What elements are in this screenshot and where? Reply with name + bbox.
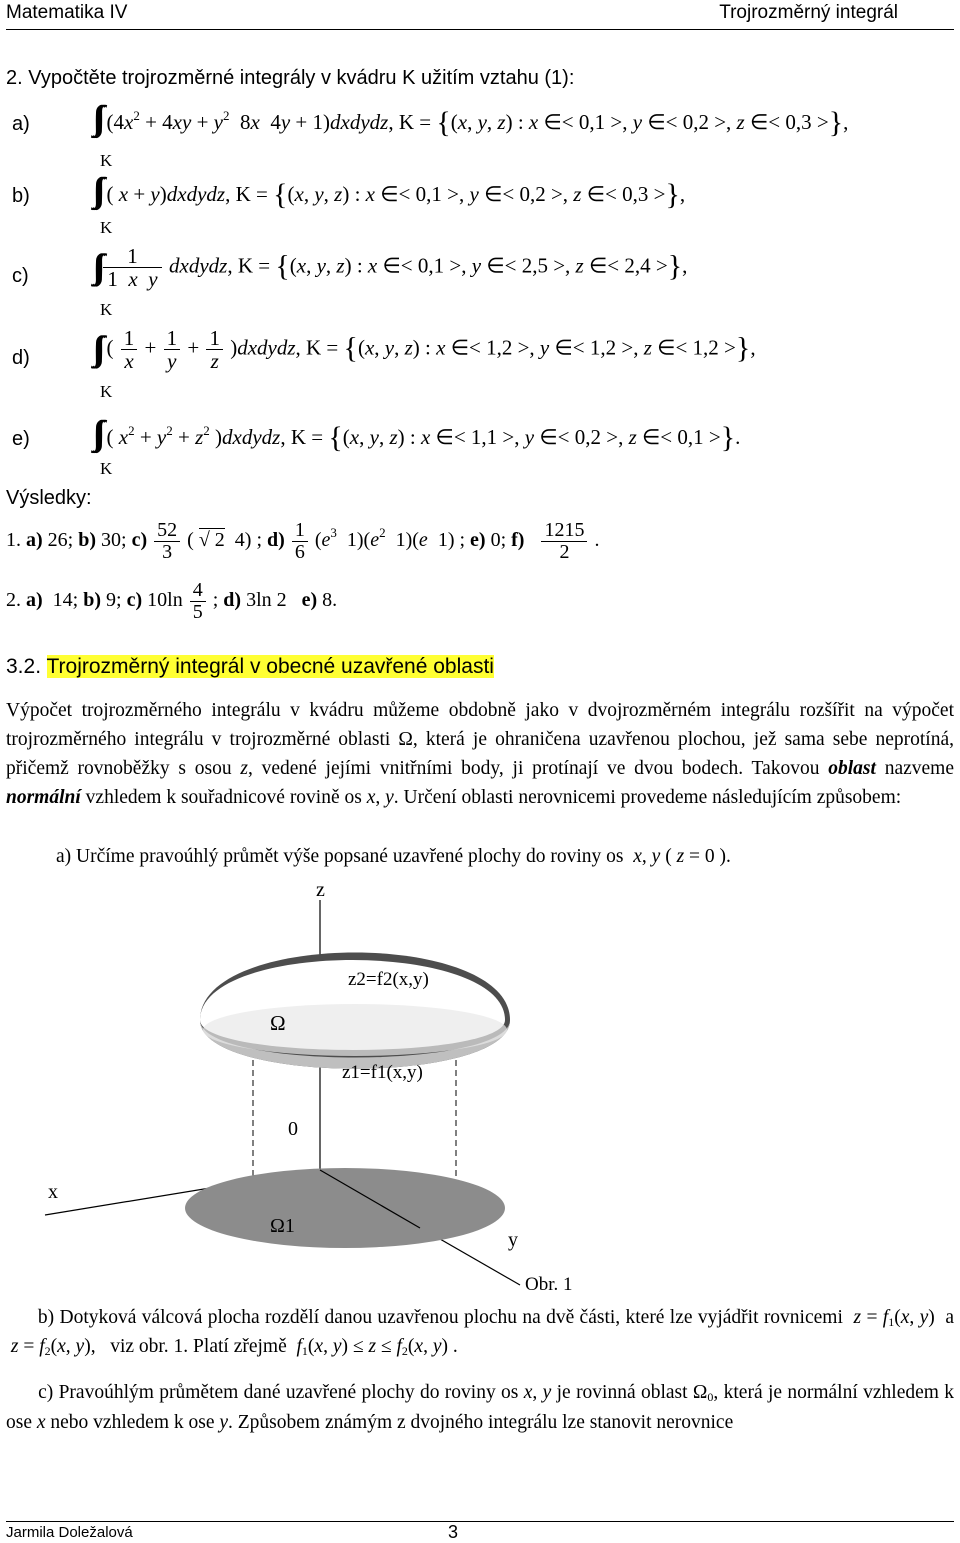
item-d-label: d) [12,347,30,369]
item-d-region: K [100,382,113,401]
step-b: b) Dotyková válcová plocha rozdělí danou uzavřenou plochu na dvě části, které lze vyjádřit rovnicemi $z = f_1(x$, y) a $z = f_2(x$, y), viz obr. 1. Platí zřejmě $f_1(x$, $y) \le z \le f_2(x$, y) . [6,1307,955,1358]
section-heading [6,655,494,679]
item-b-formula: ( x + y)dxdydz, K = {(x, y, z) : x ∈< 0,1 >, y ∈< 0,2 >, z ∈< 0,3 >}, [96,178,686,211]
item-a-label: a) [12,113,30,135]
item-d-formula: ( $\frac{1}{x}$ + $\frac{1}{y}$ + $\frac{1}{z}$ )dxdydz, K = {(x, y, z) : x ∈< 1,2 >, y ∈< 1,2 >, z ∈< 1,2 >}, [96,326,756,374]
y-axis-label: y [508,1229,518,1251]
header-rule [6,29,954,30]
results-line-2: 2. a) 14; b) 9; c) 10ln $\frac{4}{5}$ ; d) 3ln 2 e) 8. [6,579,338,623]
item-c-region: K [100,300,113,319]
projection-label: Ω1 [270,1215,295,1237]
x-axis-label: x [48,1181,58,1203]
item-e-formula: ( $x^2 + y^2 + z^2$ )dxdydz, K = {(x, y, z) : x ∈< 1,1 >, y ∈< 0,2 >, z ∈< 0,1 >}. [96,421,741,454]
results-heading: Výsledky: [6,487,92,509]
item-a-region: K [100,151,113,170]
task-title: 2. Vypočtěte trojrozměrné integrály v kvádru K užitím vztahu (1): [6,67,575,89]
item-c-formula: $\frac{1}{\text{1 x y}}$ dxdydz, K = {(x, y, z) : x ∈< 0,1 >, y ∈< 2,5 >, z ∈< 2,4 >}, [96,245,687,290]
item-e-label: e) [12,428,30,450]
section-number: 3.2. [6,655,42,678]
section-title: Trojrozměrný integrál v obecné uzavřené oblasti [46,655,494,678]
item-a-formula: ($4x^2 + 4xy + y^2$ 8x 4y + 1)dxdydz, K = {(x, y, z) : x ∈< 0,1 >, y ∈< 0,2 >, z ∈< 0,3 >}, [96,106,849,139]
intro-paragraph: Výpočet trojrozměrného integrálu v kvádru můžeme obdobně jako v dvojrozměrném integrálu rozšířit na výpočet trojrozměrného integrálu v trojrozměrné oblasti Ω, která je ohraničena uzavřenou plochou, jež sama sebe neprotíná, přičemž rovnoběžky s osou z, vedené jejími vnitřními body, ji protínají ve dvou bodech. Takovou oblast nazveme normální vzhledem k souřadnicové rovině os x, y. Určení oblasti nerovnicemi provedeme následujícím způsobem: [6,700,954,808]
upper-surface-label: z2=f2(x,y) [348,969,429,990]
region-shading [203,1004,507,1056]
region-figure [0,870,960,1300]
lower-surface-label: z1=f1(x,y) [342,1062,423,1083]
projection-region-shape [185,1168,505,1248]
footer-author: Jarmila Doležalová [6,1524,133,1541]
item-c-label: c) [12,265,29,287]
item-e-region: K [100,459,113,478]
header-topic: Trojrozměrný integrál [719,2,898,23]
z-axis-label: z [316,879,325,901]
figure-caption: Obr. 1 [525,1274,573,1295]
results-line-1: 1. a) 26; b) 30; c) $\frac{52}{3}$ ( √ 2 4) ; d) $\frac{1}{6}$ ($e^3$ $1)(e^2$ 1)(e 1) ; e) 0; f) $\frac{1215}{2}$ . [6,519,600,563]
header-course: Matematika IV [6,2,128,23]
footer-page: 3 [448,1522,459,1542]
footer-rule [6,1521,954,1522]
item-b-region: K [100,218,113,237]
step-a: a) Určíme pravoúhlý průmět výše popsané uzavřené plochy do roviny os x, y ( z = 0 ). [56,846,731,867]
origin-label: 0 [288,1118,298,1140]
step-c: c) Pravoúhlým průmětem dané uzavřené plochy do roviny os x, y je rovinná oblast $\Omega_0$, která je normální vzhledem k ose x nebo vzhledem k ose y. Způsobem známým z dvojného integrálu lze stanovit nerovnice [6,1382,955,1433]
item-b-label: b) [12,185,30,207]
omega-label: Ω [270,1011,286,1035]
